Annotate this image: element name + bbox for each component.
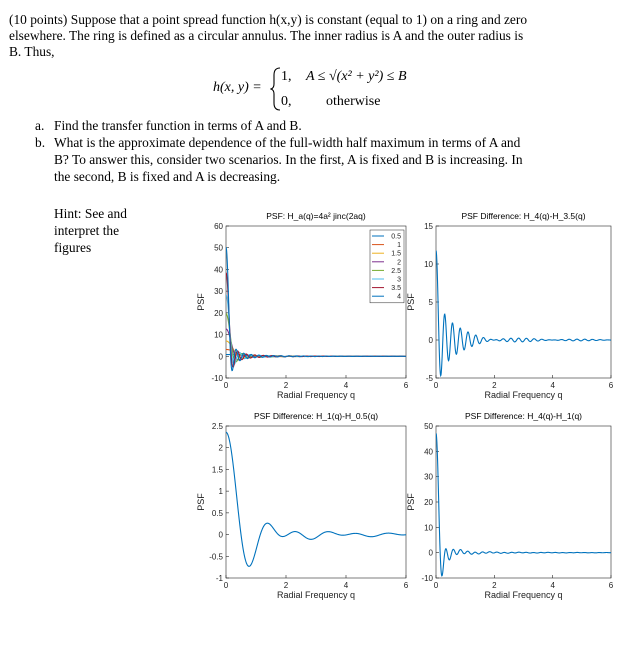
- x-tick-label: 2: [283, 581, 289, 590]
- x-tick-label: 0: [433, 381, 439, 390]
- problem-line-3: B. Thus,: [9, 44, 55, 59]
- legend-entry: 4: [397, 293, 401, 301]
- plot-area: [226, 426, 406, 578]
- plot-area: [436, 226, 611, 378]
- question-b-line-3: the second, B is fixed and A is decreasing.: [54, 169, 281, 184]
- x-tick-label: 4: [343, 381, 349, 390]
- y-tick-label: -1: [215, 574, 223, 583]
- x-tick-label: 6: [608, 581, 614, 590]
- chart-title: PSF: H_a(q)=4a² jinc(2aq): [266, 211, 366, 221]
- chart-svg: [408, 204, 618, 399]
- y-axis-label: PSF: [406, 293, 416, 311]
- y-tick-label: 1: [218, 487, 223, 497]
- equation-case2-value: 0,: [281, 94, 292, 109]
- problem-line-1: (10 points) Suppose that a point spread function h(x,y) is constant (equal to 1) on a ring and zero: [9, 12, 528, 27]
- y-tick-label: 50: [214, 243, 223, 253]
- equation-case1-value: 1,: [281, 69, 292, 84]
- y-tick-label: 30: [214, 287, 223, 297]
- legend-entry: 2.5: [391, 267, 401, 275]
- hint-line-2: interpret the: [54, 223, 120, 238]
- plot-area: [436, 426, 611, 578]
- y-tick-label: 20: [424, 498, 433, 507]
- x-tick-label: 4: [343, 581, 349, 590]
- x-tick-label: 4: [550, 381, 555, 390]
- chart-title: PSF Difference: H_1(q)-H_0.5(q): [253, 411, 379, 421]
- hint-line-1: Hint: See and: [54, 206, 127, 221]
- x-axis-label: Radial Frequency q: [276, 590, 356, 600]
- chart-diff-4-1: [408, 404, 618, 605]
- legend-entry: 1.5: [391, 250, 401, 258]
- y-tick-label: 5: [428, 298, 433, 307]
- chart-title: PSF Difference: H_4(q)-H_1(q): [465, 411, 582, 421]
- y-axis-label: PSF: [406, 493, 416, 511]
- chart-svg: [198, 204, 416, 399]
- legend-entry: 2: [397, 259, 401, 267]
- x-tick-label: 0: [223, 581, 229, 590]
- chart-svg: [198, 404, 416, 600]
- y-tick-label: -10: [211, 374, 223, 383]
- y-tick-label: 30: [424, 472, 433, 482]
- y-tick-label: 2.5: [211, 422, 223, 431]
- chart-diff-1-0.5: [198, 404, 416, 605]
- question-b-marker: b.: [35, 135, 46, 150]
- y-tick-label: -10: [421, 574, 433, 583]
- y-tick-label: 0: [218, 530, 223, 540]
- y-tick-label: 40: [424, 447, 433, 457]
- y-axis-label: PSF: [196, 293, 206, 311]
- question-b-line-1: What is the approximate dependence of the full-width half maximum in terms of A and: [54, 135, 521, 150]
- question-b-line-2: B? To answer this, consider two scenarios. In the first, A is fixed and B is increasing. In: [54, 152, 523, 167]
- x-tick-label: 6: [403, 581, 409, 590]
- y-tick-label: 2: [218, 443, 223, 453]
- x-tick-label: 2: [283, 381, 289, 390]
- y-tick-label: 50: [424, 422, 433, 431]
- y-tick-label: 0: [428, 336, 433, 345]
- y-tick-label: 10: [214, 330, 223, 340]
- chart-diff-4-3.5: [408, 204, 618, 404]
- y-tick-label: 0: [218, 352, 223, 362]
- chart-svg: [408, 404, 618, 600]
- y-tick-label: 60: [214, 222, 223, 231]
- x-tick-label: 2: [492, 581, 497, 590]
- x-tick-label: 0: [223, 381, 229, 390]
- legend-entry: 1: [397, 242, 401, 250]
- question-a-text: Find the transfer function in terms of A and B.: [54, 118, 302, 133]
- x-tick-label: 4: [550, 581, 555, 590]
- y-tick-label: 0.5: [211, 508, 223, 518]
- x-axis-label: Radial Frequency q: [484, 590, 563, 600]
- y-tick-label: 0: [428, 548, 433, 558]
- x-axis-label: Radial Frequency q: [484, 390, 563, 400]
- y-tick-label: -5: [425, 374, 433, 383]
- equation-case1-condition: A ≤ √(x² + y²) ≤ B: [306, 69, 407, 84]
- legend-entry: 3: [397, 276, 401, 284]
- x-tick-label: 0: [433, 581, 439, 590]
- y-tick-label: 15: [424, 222, 433, 231]
- problem-line-2: elsewhere. The ring is defined as a circular annulus. The inner radius is A and the outer radius is: [9, 28, 524, 43]
- y-tick-label: 20: [214, 308, 223, 318]
- x-tick-label: 2: [492, 381, 497, 390]
- y-tick-label: 40: [214, 265, 223, 275]
- chart-title: PSF Difference: H_4(q)-H_3.5(q): [461, 211, 586, 221]
- y-tick-label: 10: [424, 260, 433, 269]
- x-axis-label: Radial Frequency q: [276, 390, 356, 400]
- y-tick-label: 1.5: [211, 465, 223, 475]
- x-tick-label: 6: [608, 381, 614, 390]
- equation-lhs: h(x, y) =: [213, 80, 262, 95]
- y-tick-label: -0.5: [209, 552, 223, 562]
- hint-line-3: figures: [54, 240, 92, 255]
- legend-entry: 0.5: [391, 233, 401, 241]
- chart-psf-jinc: [198, 204, 416, 404]
- legend-entry: 3.5: [391, 285, 401, 293]
- y-axis-label: PSF: [196, 493, 206, 511]
- y-tick-label: 10: [424, 523, 433, 533]
- question-a-marker: a.: [35, 118, 45, 133]
- equation-case2-condition: otherwise: [326, 94, 381, 109]
- x-tick-label: 6: [403, 381, 409, 390]
